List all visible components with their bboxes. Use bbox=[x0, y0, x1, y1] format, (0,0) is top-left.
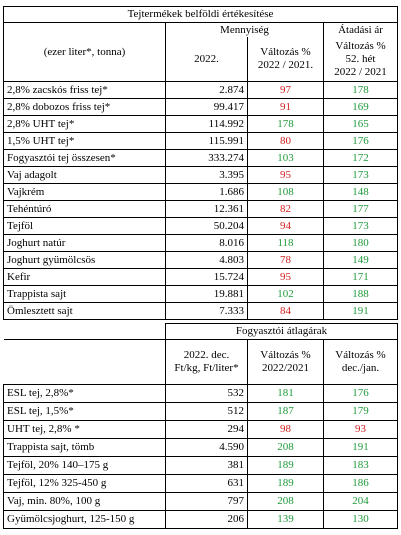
quantity-value: 50.204 bbox=[166, 218, 248, 235]
table-row bbox=[4, 511, 398, 529]
quantity-value: 3.395 bbox=[166, 167, 248, 184]
quantity-change: 82 bbox=[248, 201, 324, 218]
row-label: 2,8% zacskós friss tej* bbox=[4, 82, 166, 99]
row-label: Fogyasztói tej összesen* bbox=[4, 150, 166, 167]
row-label: UHT tej, 2,8% * bbox=[4, 421, 166, 439]
table-row bbox=[4, 269, 398, 286]
quantity-change: 91 bbox=[248, 99, 324, 116]
table-row bbox=[4, 286, 398, 303]
row-label: Tejföl, 20% 140–175 g bbox=[4, 457, 166, 475]
table-row bbox=[4, 493, 398, 511]
table-row bbox=[4, 99, 398, 116]
row-label: Tejföl, 12% 325-450 g bbox=[4, 475, 166, 493]
empty-corner bbox=[4, 324, 166, 340]
row-label: 1,5% UHT tej* bbox=[4, 133, 166, 150]
dec-jan-change-value: 179 bbox=[324, 403, 398, 421]
yoy-change-header-line1: Változás % bbox=[260, 349, 311, 361]
yoy-change-value: 139 bbox=[248, 511, 324, 529]
table-row bbox=[4, 116, 398, 133]
yoy-change-header bbox=[248, 340, 324, 385]
consumer-price-title: Fogyasztói átlagárak bbox=[166, 324, 398, 340]
empty-label-header bbox=[4, 340, 166, 385]
price-change: 191 bbox=[324, 303, 398, 320]
dec-jan-change-header-line2: dec./jan. bbox=[341, 362, 380, 374]
quantity-value: 8.016 bbox=[166, 235, 248, 252]
dec-price-value: 4.590 bbox=[166, 439, 248, 457]
quantity-change: 95 bbox=[248, 269, 324, 286]
dec-price-header-line2: Ft/kg, Ft/liter* bbox=[174, 362, 239, 374]
quantity-value: 4.803 bbox=[166, 252, 248, 269]
row-label: Tehéntúró bbox=[4, 201, 166, 218]
yoy-change-value: 98 bbox=[248, 421, 324, 439]
quantity-value: 115.991 bbox=[166, 133, 248, 150]
quantity-change: 78 bbox=[248, 252, 324, 269]
quantity-change: 94 bbox=[248, 218, 324, 235]
sales-table-body bbox=[4, 82, 398, 320]
quantity-change: 97 bbox=[248, 82, 324, 99]
dec-price-value: 797 bbox=[166, 493, 248, 511]
quantity-value: 7.333 bbox=[166, 303, 248, 320]
table-row bbox=[4, 457, 398, 475]
price-change: 188 bbox=[324, 286, 398, 303]
dec-price-value: 512 bbox=[166, 403, 248, 421]
quantity-change: 103 bbox=[248, 150, 324, 167]
row-label-header: (ezer liter*, tonna) bbox=[4, 23, 166, 82]
yoy-change-value: 208 bbox=[248, 439, 324, 457]
quantity-change: 178 bbox=[248, 116, 324, 133]
change-header bbox=[248, 37, 324, 82]
price-change: 172 bbox=[324, 150, 398, 167]
row-label: ESL tej, 1,5%* bbox=[4, 403, 166, 421]
price-change: 171 bbox=[324, 269, 398, 286]
row-label: Vaj, min. 80%, 100 g bbox=[4, 493, 166, 511]
yoy-change-value: 208 bbox=[248, 493, 324, 511]
sales-table-title: Tejtermékek belföldi értékesítése bbox=[4, 7, 398, 23]
table-row bbox=[4, 218, 398, 235]
year-header: 2022. bbox=[166, 37, 248, 82]
dec-price-value: 532 bbox=[166, 385, 248, 403]
row-label: Ömlesztett sajt bbox=[4, 303, 166, 320]
table-row bbox=[4, 403, 398, 421]
row-label: Tejföl bbox=[4, 218, 166, 235]
price-change-header bbox=[324, 37, 398, 82]
change-header-line1: Változás % bbox=[260, 46, 311, 58]
quantity-change: 95 bbox=[248, 167, 324, 184]
table-row bbox=[4, 167, 398, 184]
price-change: 176 bbox=[324, 133, 398, 150]
quantity-value: 19.881 bbox=[166, 286, 248, 303]
price-change: 149 bbox=[324, 252, 398, 269]
table-row bbox=[4, 252, 398, 269]
price-change: 173 bbox=[324, 218, 398, 235]
dec-jan-change-value: 204 bbox=[324, 493, 398, 511]
sales-table-header-row bbox=[4, 23, 398, 38]
dec-jan-change-value: 186 bbox=[324, 475, 398, 493]
table-row bbox=[4, 150, 398, 167]
yoy-change-value: 189 bbox=[248, 475, 324, 493]
price-header: Átadási ár bbox=[324, 23, 398, 38]
quantity-value: 1.686 bbox=[166, 184, 248, 201]
row-label: Kefir bbox=[4, 269, 166, 286]
dec-price-value: 381 bbox=[166, 457, 248, 475]
dec-jan-change-value: 130 bbox=[324, 511, 398, 529]
row-label: 2,8% UHT tej* bbox=[4, 116, 166, 133]
row-label: Trappista sajt, tömb bbox=[4, 439, 166, 457]
dec-jan-change-value: 183 bbox=[324, 457, 398, 475]
price-change: 180 bbox=[324, 235, 398, 252]
quantity-header: Mennyiség bbox=[166, 23, 324, 38]
price-change: 177 bbox=[324, 201, 398, 218]
quantity-change: 118 bbox=[248, 235, 324, 252]
table-row bbox=[4, 475, 398, 493]
row-label: Gyümölcsjoghurt, 125-150 g bbox=[4, 511, 166, 529]
table-row bbox=[4, 303, 398, 320]
price-change-header-line3: 2022 / 2021 bbox=[334, 65, 387, 78]
row-label: ESL tej, 2,8%* bbox=[4, 385, 166, 403]
table-row bbox=[4, 235, 398, 252]
price-change: 178 bbox=[324, 82, 398, 99]
table-row bbox=[4, 133, 398, 150]
table-row bbox=[4, 421, 398, 439]
yoy-change-header-line2: 2022/2021 bbox=[261, 362, 310, 374]
yoy-change-value: 187 bbox=[248, 403, 324, 421]
yoy-change-value: 181 bbox=[248, 385, 324, 403]
dec-jan-change-value: 176 bbox=[324, 385, 398, 403]
consumer-price-table bbox=[3, 323, 398, 529]
consumer-price-title-row bbox=[4, 324, 398, 340]
quantity-change: 108 bbox=[248, 184, 324, 201]
yoy-change-value: 189 bbox=[248, 457, 324, 475]
quantity-value: 333.274 bbox=[166, 150, 248, 167]
quantity-value: 114.992 bbox=[166, 116, 248, 133]
quantity-change: 102 bbox=[248, 286, 324, 303]
quantity-change: 80 bbox=[248, 133, 324, 150]
quantity-value: 99.417 bbox=[166, 99, 248, 116]
row-label: Trappista sajt bbox=[4, 286, 166, 303]
row-label: Joghurt natúr bbox=[4, 235, 166, 252]
dec-price-value: 294 bbox=[166, 421, 248, 439]
row-label: Vajkrém bbox=[4, 184, 166, 201]
row-label: Joghurt gyümölcsös bbox=[4, 252, 166, 269]
consumer-price-header-row bbox=[4, 340, 398, 385]
dec-jan-change-value: 191 bbox=[324, 439, 398, 457]
dec-jan-change-header-line1: Változás % bbox=[335, 349, 386, 361]
dec-price-value: 206 bbox=[166, 511, 248, 529]
table-row bbox=[4, 385, 398, 403]
sales-table bbox=[3, 6, 398, 320]
change-header-line2: 2022 / 2021. bbox=[257, 59, 314, 71]
price-change: 165 bbox=[324, 116, 398, 133]
consumer-price-body bbox=[4, 385, 398, 529]
dec-price-value: 631 bbox=[166, 475, 248, 493]
dec-price-header bbox=[166, 340, 248, 385]
row-label: Vaj adagolt bbox=[4, 167, 166, 184]
table-row bbox=[4, 201, 398, 218]
price-change-header-line2: 52. hét bbox=[345, 52, 376, 65]
dec-jan-change-header bbox=[324, 340, 398, 385]
price-change-header-line1: Változás % bbox=[335, 39, 386, 52]
quantity-value: 12.361 bbox=[166, 201, 248, 218]
dec-jan-change-value: 93 bbox=[324, 421, 398, 439]
sales-table-title-row bbox=[4, 7, 398, 23]
row-label: 2,8% dobozos friss tej* bbox=[4, 99, 166, 116]
table-row bbox=[4, 184, 398, 201]
quantity-change: 84 bbox=[248, 303, 324, 320]
price-change: 173 bbox=[324, 167, 398, 184]
dec-price-header-line1: 2022. dec. bbox=[183, 349, 230, 361]
price-change: 169 bbox=[324, 99, 398, 116]
table-row bbox=[4, 82, 398, 99]
price-change: 148 bbox=[324, 184, 398, 201]
table-row bbox=[4, 439, 398, 457]
quantity-value: 15.724 bbox=[166, 269, 248, 286]
quantity-value: 2.874 bbox=[166, 82, 248, 99]
